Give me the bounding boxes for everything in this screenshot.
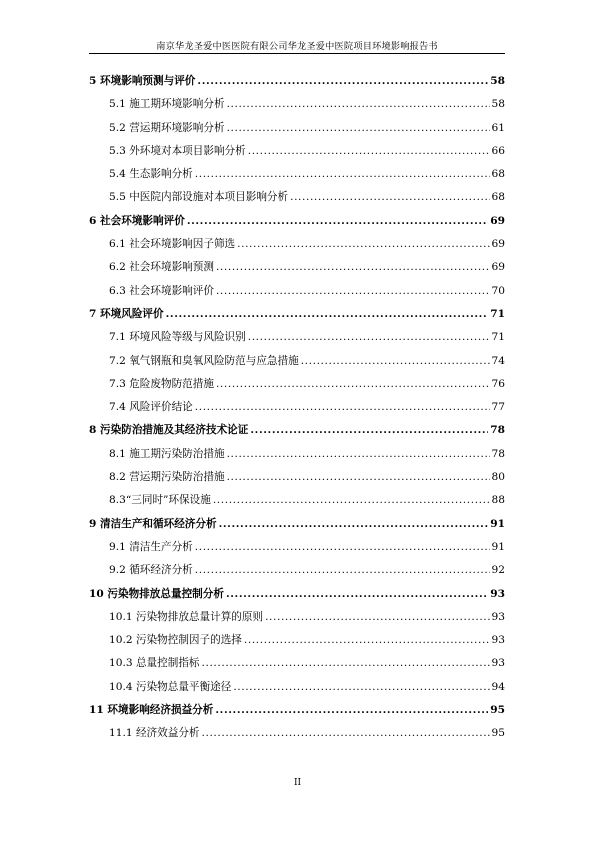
toc-entry-title: 10.2 污染物控制因子的选择 bbox=[109, 634, 242, 647]
toc-section-entry[interactable] bbox=[89, 655, 505, 678]
toc-page-number: 93 bbox=[491, 610, 505, 623]
toc-entry-title: 10.1 污染物排放总量计算的原则 bbox=[109, 610, 264, 623]
toc-dot-leader bbox=[226, 588, 488, 600]
toc-chapter-entry[interactable] bbox=[89, 586, 505, 609]
toc-dot-leader bbox=[290, 191, 489, 203]
toc-dot-leader bbox=[195, 541, 490, 553]
toc-page-number: 95 bbox=[491, 727, 505, 740]
toc-dot-leader bbox=[202, 657, 490, 669]
toc-entry-title: 10 污染物排放总量控制分析 bbox=[89, 587, 224, 600]
toc-page-number: 74 bbox=[491, 354, 505, 367]
toc-chapter-entry[interactable] bbox=[89, 213, 505, 236]
toc-dot-leader bbox=[219, 518, 489, 530]
page-number: II bbox=[293, 778, 302, 788]
toc-page-number: 80 bbox=[491, 471, 505, 484]
running-header: 南京华龙圣爱中医医院有限公司华龙圣爱中医院项目环境影响报告书 bbox=[156, 41, 438, 52]
toc-section-entry[interactable] bbox=[89, 96, 505, 119]
toc-page-number: 95 bbox=[490, 704, 505, 717]
toc-entry-title: 9.2 循环经济分析 bbox=[109, 564, 193, 577]
toc-page-number: 93 bbox=[491, 657, 505, 670]
toc-chapter-entry[interactable] bbox=[89, 306, 505, 329]
toc-page-number: 93 bbox=[491, 634, 505, 647]
toc-page-number: 69 bbox=[491, 261, 505, 274]
toc-dot-leader bbox=[213, 494, 490, 506]
toc-entry-title: 6 社会环境影响评价 bbox=[89, 214, 185, 227]
toc-section-entry[interactable] bbox=[89, 562, 505, 585]
toc-dot-leader bbox=[216, 261, 490, 273]
toc-dot-leader bbox=[237, 238, 489, 250]
toc-section-entry[interactable] bbox=[89, 632, 505, 655]
toc-dot-leader bbox=[216, 285, 490, 297]
toc-entry-title: 7.4 风险评价结论 bbox=[109, 401, 193, 414]
toc-page-number: 78 bbox=[490, 424, 505, 437]
toc-entry-title: 10.3 总量控制指标 bbox=[109, 657, 200, 670]
toc-entry-title: 5.1 施工期环境影响分析 bbox=[109, 98, 225, 111]
toc-section-entry[interactable] bbox=[89, 469, 505, 492]
toc-page-number: 69 bbox=[490, 214, 505, 227]
toc-entry-title: 6.1 社会环境影响因子筛选 bbox=[109, 238, 236, 251]
toc-entry-title: 11 环境影响经济损益分析 bbox=[89, 704, 214, 717]
toc-entry-title: 5.2 营运期环境影响分析 bbox=[109, 121, 225, 134]
toc-dot-leader bbox=[227, 122, 490, 134]
toc-section-entry[interactable] bbox=[89, 143, 505, 166]
toc-dot-leader bbox=[227, 471, 490, 483]
toc-dot-leader bbox=[216, 378, 490, 390]
toc-page-number: 93 bbox=[490, 587, 505, 600]
toc-page-number: 71 bbox=[490, 307, 505, 320]
toc-dot-leader bbox=[187, 215, 488, 227]
toc-section-entry[interactable] bbox=[89, 376, 505, 399]
toc-dot-leader bbox=[250, 424, 488, 436]
toc-entry-title: 7.3 危险废物防范措施 bbox=[109, 377, 214, 390]
toc-entry-title: 8 污染防治措施及其经济技术论证 bbox=[89, 424, 249, 437]
toc-chapter-entry[interactable] bbox=[89, 516, 505, 539]
toc-chapter-entry[interactable] bbox=[89, 422, 505, 445]
toc-entry-title: 6.2 社会环境影响预测 bbox=[109, 261, 214, 274]
toc-page-number: 71 bbox=[491, 331, 505, 344]
toc-dot-leader bbox=[195, 564, 490, 576]
toc-section-entry[interactable] bbox=[89, 353, 505, 376]
toc-chapter-entry[interactable] bbox=[89, 73, 505, 96]
toc-dot-leader bbox=[227, 448, 490, 460]
toc-section-entry[interactable] bbox=[89, 399, 505, 422]
toc-page-number: 94 bbox=[491, 680, 505, 693]
toc-dot-leader bbox=[166, 308, 489, 320]
toc-section-entry[interactable] bbox=[89, 609, 505, 632]
toc-dot-leader bbox=[244, 634, 490, 646]
toc-page-number: 58 bbox=[490, 75, 505, 87]
toc-page-number: 91 bbox=[490, 517, 505, 530]
toc-section-entry[interactable] bbox=[89, 679, 505, 702]
toc-entry-title: 8.2 营运期污染防治措施 bbox=[109, 471, 225, 484]
toc-dot-leader bbox=[248, 331, 490, 343]
toc-dot-leader bbox=[301, 355, 490, 367]
toc-entry-title: 7 环境风险评价 bbox=[89, 307, 164, 320]
toc-page-number: 91 bbox=[491, 540, 505, 553]
toc-entry-title: 6.3 社会环境影响评价 bbox=[109, 284, 214, 297]
toc-entry-title: 5.4 生态影响分析 bbox=[109, 168, 193, 181]
toc-dot-leader bbox=[248, 145, 490, 157]
toc-section-entry[interactable] bbox=[89, 189, 505, 212]
header-divider bbox=[89, 53, 505, 54]
toc-entry-title: 9 清洁生产和循环经济分析 bbox=[89, 517, 217, 530]
toc-section-entry[interactable] bbox=[89, 725, 505, 748]
toc-chapter-entry[interactable] bbox=[89, 702, 505, 725]
toc-page-number: 78 bbox=[491, 447, 505, 460]
toc-entry-title: 10.4 污染物总量平衡途径 bbox=[109, 680, 232, 693]
toc-page-number: 66 bbox=[491, 144, 505, 157]
toc-section-entry[interactable] bbox=[89, 166, 505, 189]
toc-entry-title: 5.3 外环境对本项目影响分析 bbox=[109, 144, 246, 157]
toc-dot-leader bbox=[227, 98, 490, 110]
toc-entry-title: 8.3“三同时”环保设施 bbox=[109, 494, 211, 507]
toc-section-entry[interactable] bbox=[89, 283, 505, 306]
toc-entry-title: 7.1 环境风险等级与风险识别 bbox=[109, 331, 246, 344]
toc-section-entry[interactable] bbox=[89, 329, 505, 352]
toc-section-entry[interactable] bbox=[89, 236, 505, 259]
toc-section-entry[interactable] bbox=[89, 259, 505, 282]
toc-entry-title: 7.2 氧气钢瓶和臭氧风险防范与应急措施 bbox=[109, 354, 299, 367]
toc-entry-title: 5.5 中医院内部设施对本项目影响分析 bbox=[109, 191, 289, 204]
toc-page-number: 76 bbox=[491, 377, 505, 390]
toc-entry-title: 9.1 清洁生产分析 bbox=[109, 540, 193, 553]
toc-entry-title: 11.1 经济效益分析 bbox=[109, 727, 200, 740]
table-of-contents bbox=[89, 73, 505, 749]
toc-page-number: 68 bbox=[491, 168, 505, 181]
toc-page-number: 58 bbox=[491, 98, 505, 111]
toc-entry-title: 8.1 施工期污染防治措施 bbox=[109, 447, 225, 460]
toc-page-number: 77 bbox=[491, 401, 505, 414]
toc-dot-leader bbox=[202, 727, 490, 739]
toc-page-number: 61 bbox=[491, 121, 505, 134]
toc-section-entry[interactable] bbox=[89, 120, 505, 143]
toc-entry-title: 5 环境影响预测与评价 bbox=[89, 75, 196, 87]
toc-page-number: 68 bbox=[491, 191, 505, 204]
toc-section-entry[interactable] bbox=[89, 539, 505, 562]
toc-dot-leader bbox=[195, 401, 490, 413]
toc-dot-leader bbox=[265, 611, 489, 623]
toc-section-entry[interactable] bbox=[89, 492, 505, 515]
toc-page-number: 69 bbox=[491, 238, 505, 251]
toc-page-number: 92 bbox=[491, 564, 505, 577]
toc-dot-leader bbox=[233, 681, 489, 693]
toc-page-number: 88 bbox=[491, 494, 505, 507]
toc-dot-leader bbox=[197, 75, 488, 87]
toc-dot-leader bbox=[215, 704, 488, 716]
toc-section-entry[interactable] bbox=[89, 446, 505, 469]
toc-page-number: 70 bbox=[491, 284, 505, 297]
toc-dot-leader bbox=[195, 168, 490, 180]
